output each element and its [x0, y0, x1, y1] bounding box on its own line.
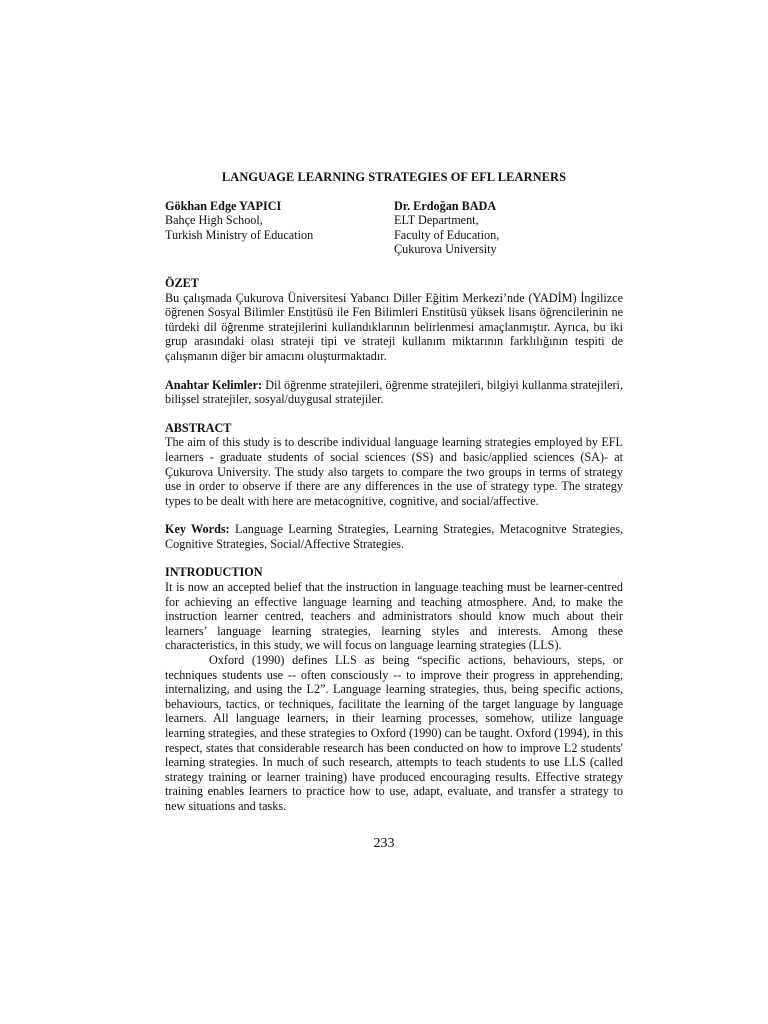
author-1-affiliation-line: Bahçe High School, — [165, 213, 263, 228]
abstract-text: The aim of this study is to describe individual language learning strategies employed by EFL learners - graduate students of social sciences (SS) and basic/applied sciences (SA)- at Çukurova University. The study also targets to compare the two groups in terms of strategy use in order to observe if there are any differences in the use of strategy type. The strategy types to be dealt with here are metacognitive, cognitive, and social/affective. — [165, 435, 623, 508]
ozet-heading: ÖZET — [165, 275, 199, 290]
author-2-affiliation-line: ELT Department, — [394, 213, 479, 228]
key-words-text: Language Learning Strategies, Learning Strategies, Metacognitve Strategies, Cognitive Strategies, Social/Affective Strategies. — [165, 522, 623, 551]
key-words-label: Key Words: — [165, 522, 230, 537]
key-words — [165, 522, 623, 551]
abstract-heading: ABSTRACT — [165, 420, 232, 435]
anahtar-kelimeler — [165, 378, 623, 407]
paper-title: LANGUAGE LEARNING STRATEGIES OF EFL LEARNERS — [221, 170, 567, 184]
author-block — [165, 199, 623, 257]
author-2 — [394, 199, 623, 257]
anahtar-text: Dil öğrenme stratejileri, öğrenme stratejileri, bilgiyi kullanma stratejileri, bilişsel stratejiler, sosyal/duygusal stratejiler. — [165, 377, 623, 407]
page-number: 233 — [373, 836, 395, 851]
author-1-name: Gökhan Edge YAPICI — [165, 198, 282, 213]
author-1 — [165, 199, 394, 257]
author-1-affiliation-line: Turkish Ministry of Education — [165, 227, 314, 242]
introduction-paragraph-2: Oxford (1990) defines LLS as being “specific actions, behaviours, steps, or techniques students use -- often consciously -- to improve their progress in apprehending, internalizing, and using the L2”. Language learning strategies, thus, being specific actions, behaviours, tactics, or techniques, facilitate the learning of the target language by language learners. All language learners, in their learning processes, somehow, utilize language learning strategies, and these strategies to Oxford (1990) can be taught. Oxford (1994), in this respect, states that considerable research has been conducted on how to improve L2 students' learning strategies. In much of such research, attempts to teach students to use LLS (called strategy training or learner training) have produced encouraging results. Effective strategy training enables learners to practice how to use, adapt, evaluate, and transfer a strategy to new situations and tasks. — [165, 653, 623, 813]
author-2-affiliation-line: Çukurova University — [394, 242, 497, 257]
ozet-text: Bu çalışmada Çukurova Üniversitesi Yabancı Diller Eğitim Merkezi’nde (YADİM) İngilizce öğrenen Sosyal Bilimler Enstitüsü ile Fen Bilimleri Enstitüsü yüksek lisans öğrencilerinin ne türdeki dil öğrenme stratejilerini kullandıklarının belirlenmesi amaçlanmıştır. Ayrıca, bu iki grup arasındaki olası strateji tipi ve strateji kullanım miktarının farklılığının tespiti de çalışmanın diğer bir amacını oluşturmaktadır. — [165, 290, 623, 363]
paper-page — [165, 170, 623, 814]
introduction-paragraph-1: It is now an accepted belief that the instruction in language teaching must be learner-centred for achieving an effective language learning and teaching atmosphere. And, to make the instruction learner centred, teachers and administrators should know much about their learners’ language learning strategies, learning styles and interests. Among these characteristics, in this study, we will focus on language learning strategies (LLS). — [165, 580, 623, 653]
author-2-name: Dr. Erdoğan BADA — [394, 198, 497, 213]
introduction-heading: INTRODUCTION — [165, 565, 263, 580]
author-2-affiliation-line: Faculty of Education, — [394, 227, 500, 242]
anahtar-label: Anahtar Kelimler: — [165, 377, 263, 392]
